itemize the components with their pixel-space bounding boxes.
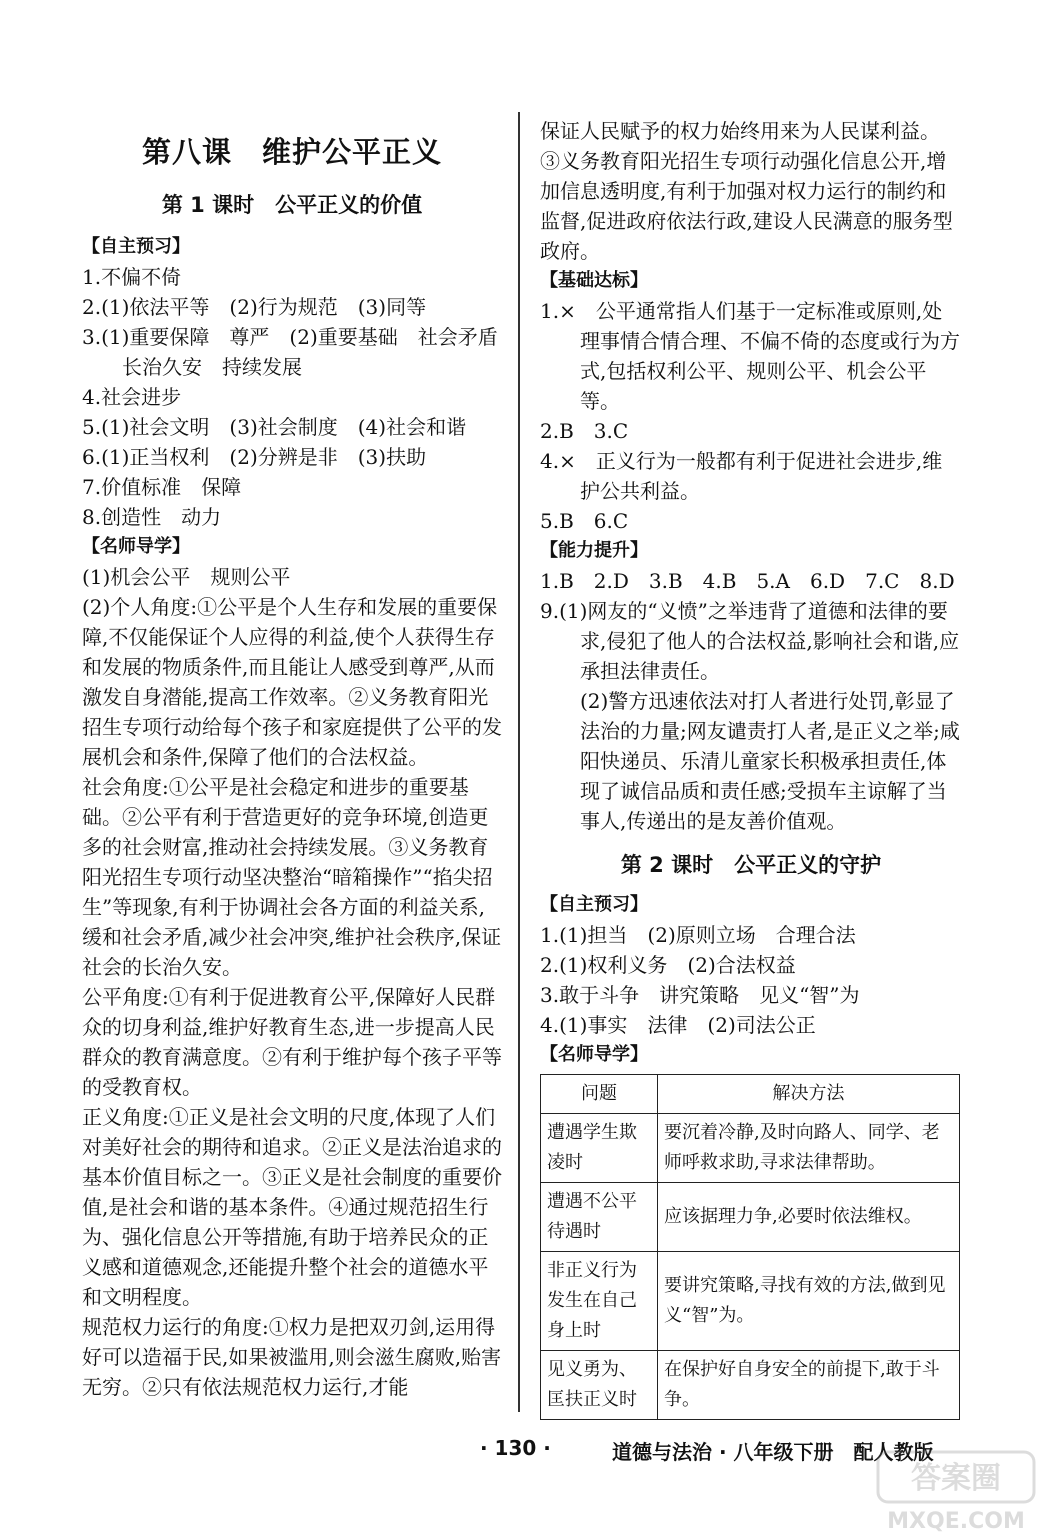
column-divider (518, 112, 520, 1412)
period1-title: 第 1 课时 公平正义的价值 (161, 193, 423, 217)
guide-paragraph: (1)机会公平 规则公平 (82, 565, 291, 589)
answer-item: 5.(1)社会文明 (3)社会制度 (4)社会和谐 (82, 415, 467, 439)
svg-text:答案圈: 答案圈 (911, 1461, 1001, 1496)
right-column (540, 116, 962, 1420)
watermark-logo-icon (872, 1448, 1040, 1536)
section-heading-mingshi: 【名师导学】 (82, 536, 190, 557)
answer-item: 8.创造性 动力 (82, 505, 222, 529)
answer-item: 2.(1)依法平等 (2)行为规范 (3)同等 (82, 295, 427, 319)
solution-table (540, 1074, 960, 1420)
period2-title: 第 2 课时 公平正义的守护 (620, 853, 882, 877)
table-header-row (541, 1075, 960, 1114)
answer-item: 1.B 2.D 3.B 4.B 5.A 6.D 7.C 8.D (540, 569, 955, 593)
section-heading-zizhu: 【自主预习】 (82, 236, 190, 257)
continued-paragraph: 保证人民赋予的权力始终用来为人民谋利益。 (540, 119, 940, 143)
answer-item: (2)警方迅速依法对打人者进行处罚,彰显了法治的力量;网友谴责打人者,是正义之举;咸阳快递员、乐清儿童家长积极承担责任,体现了诚信品质和责任感;受损车主谅解了当事人,传递出的是友善价值观。 (580, 689, 960, 833)
table-cell-solution: 在保护好自身安全的前提下,敢于斗争。 (658, 1351, 960, 1420)
answer-item: 2.B 3.C (540, 419, 629, 443)
answer-item: 2.(1)权利义务 (2)合法权益 (540, 953, 796, 977)
table-cell-problem: 非正义行为发生在自己身上时 (541, 1252, 658, 1351)
table-row (541, 1114, 960, 1183)
answer-item: 4.社会进步 (82, 385, 182, 409)
table-row (541, 1183, 960, 1252)
svg-text:MXQE.COM: MXQE.COM (887, 1509, 1025, 1534)
answer-item: 3.(1)重要保障 尊严 (2)重要基础 社会矛盾 长治久安 持续发展 (82, 325, 518, 379)
answer-item: 5.B 6.C (540, 509, 629, 533)
table-cell-solution: 要讲究策略,寻找有效的方法,做到见义“智”为。 (658, 1252, 960, 1351)
guide-paragraph: 正义角度:①正义是社会文明的尺度,体现了人们对美好社会的期待和追求。②正义是法治追求的基本价值目标之一。③正义是社会制度的重要价值,是社会和谐的基本条件。④通过规范招生行为、强化信息公开等措施,有助于培养民众的正义感和道德观念,还能提升整个社会的道德水平和文明程度。 (82, 1105, 502, 1309)
answer-item: 1.(1)担当 (2)原则立场 合理合法 (540, 923, 856, 947)
table-cell-problem: 遭遇不公平待遇时 (541, 1183, 658, 1252)
guide-paragraph: 社会角度:①公平是社会稳定和进步的重要基础。②公平有利于营造更好的竞争环境,创造更多的社会财富,推动社会持续发展。③义务教育阳光招生专项行动坚决整治“暗箱操作”“掐尖招生”等现象,有利于协调社会各方面的利益关系,缓和社会矛盾,减少社会冲突,维护社会秩序,保证社会的长治久安。 (82, 775, 502, 979)
guide-paragraph: 规范权力运行的角度:①权力是把双刃剑,运用得好可以造福于民,如果被滥用,则会滋生腐败,贻害无穷。②只有依法规范权力运行,才能 (82, 1315, 502, 1399)
continued-paragraph: ③义务教育阳光招生专项行动强化信息公开,增加信息透明度,有利于加强对权力运行的制约和监督,促进政府依法行政,建设人民满意的服务型政府。 (540, 149, 953, 263)
table-header-cell: 问题 (541, 1075, 658, 1114)
answer-item: 9.(1)网友的“义愤”之举违背了道德和法律的要求,侵犯了他人的合法权益,影响社会和谐,应承担法律责任。 (540, 599, 960, 683)
answer-item: 4.(1)事实 法律 (2)司法公正 (540, 1013, 816, 1037)
lesson-title: 第八课 维护公平正义 (141, 135, 442, 169)
answer-item: 1.× 公平通常指人们基于一定标准或原则,处理事情合情合理、不偏不倚的态度或行为方式,包括权利公平、规则公平、机会公平等。 (540, 299, 960, 413)
table-cell-problem: 遭遇学生欺凌时 (541, 1114, 658, 1183)
section-heading-jichu: 【基础达标】 (540, 270, 648, 291)
answer-item: 4.× 正义行为一般都有利于促进社会进步,维护公共利益。 (540, 449, 943, 503)
page-number: · 130 · (480, 1436, 551, 1460)
section-heading-zizhu-2: 【自主预习】 (540, 894, 648, 915)
table-row (541, 1351, 960, 1420)
answer-item: 1.不偏不倚 (82, 265, 182, 289)
answer-item: 7.价值标准 保障 (82, 475, 242, 499)
left-column (82, 112, 518, 1402)
answer-item: 6.(1)正当权利 (2)分辨是非 (3)扶助 (82, 445, 427, 469)
table-cell-problem: 见义勇为、匡扶正义时 (541, 1351, 658, 1420)
table-row (541, 1252, 960, 1351)
table-cell-solution: 要沉着冷静,及时向路人、同学、老师呼救求助,寻求法律帮助。 (658, 1114, 960, 1183)
table-cell-solution: 应该据理力争,必要时依法维权。 (658, 1183, 960, 1252)
answer-item: 3.敢于斗争 讲究策略 见义“智”为 (540, 983, 860, 1007)
section-heading-mingshi-2: 【名师导学】 (540, 1044, 648, 1065)
book-title: 道德与法治 · 八年级下册 配人教版 (612, 1440, 934, 1464)
guide-paragraph: (2)个人角度:①公平是个人生存和发展的重要保障,不仅能保证个人应得的利益,使个人获得生存和发展的物质条件,而且能让人感受到尊严,从而激发自身潜能,提高工作效率。②义务教育阳光招生专项行动给每个孩子和家庭提供了公平的发展机会和条件,保障了他们的合法权益。 (82, 595, 502, 769)
table-header-cell: 解决方法 (658, 1075, 960, 1114)
guide-paragraph: 公平角度:①有利于促进教育公平,保障好人民群众的切身利益,维护好教育生态,进一步提高人民群众的教育满意度。②有利于维护每个孩子平等的受教育权。 (82, 985, 502, 1099)
section-heading-nengli: 【能力提升】 (540, 540, 648, 561)
